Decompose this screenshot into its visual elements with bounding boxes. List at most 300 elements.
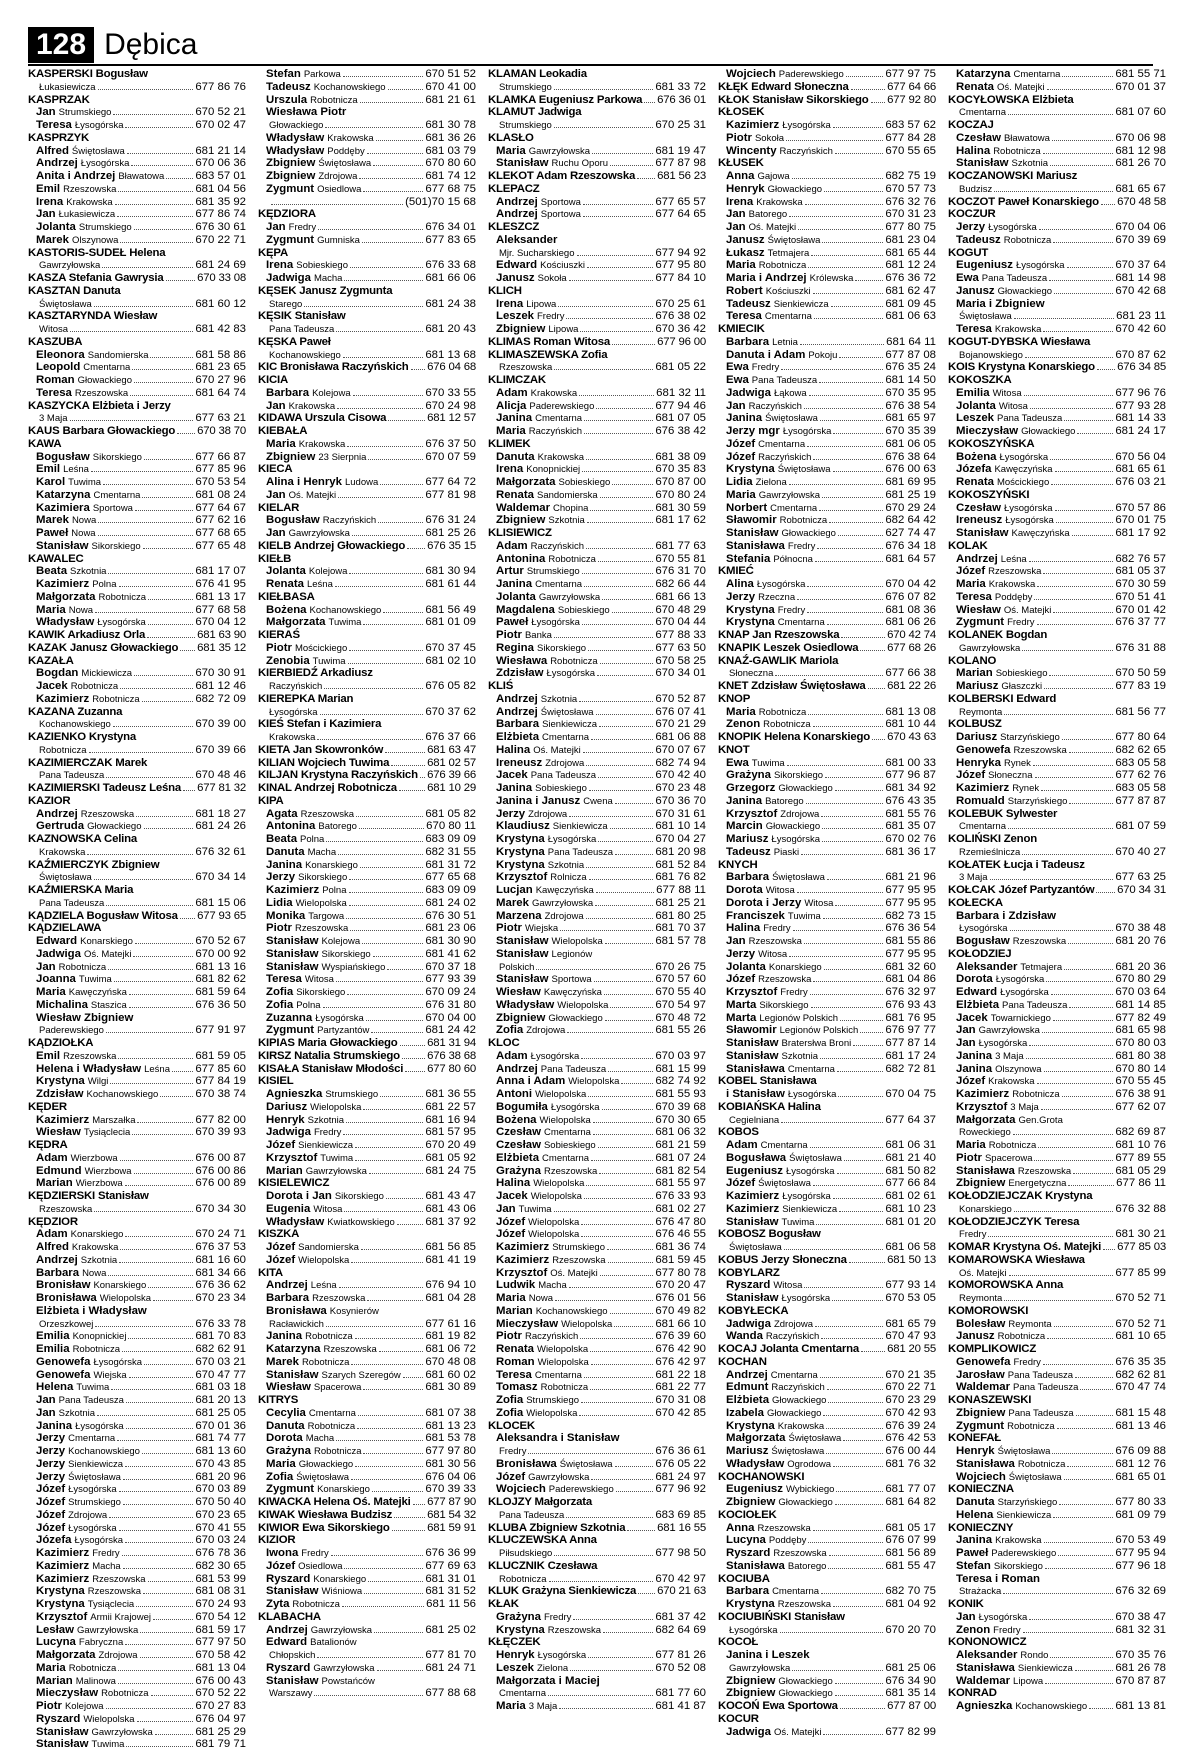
street-name: Sandomierska (298, 1242, 359, 1253)
street-name: Wielopolska (539, 1114, 591, 1126)
listing-entry (28, 693, 246, 706)
surname-heading (258, 591, 476, 604)
leader-dots (569, 273, 654, 281)
street-name: Cmentarna (68, 1433, 116, 1445)
street-name: Pana Tadeusza (1002, 999, 1068, 1011)
street-name: Rzeszowska (80, 808, 135, 820)
heading-text: KOBUS Jerzy Słoneczna (718, 1253, 847, 1266)
leader-dots (160, 1089, 193, 1097)
phone-number: 681 77 63 (655, 539, 706, 552)
street-name: Kolejowa (308, 566, 348, 578)
phone-number: 681 60 12 (195, 297, 246, 310)
listing-entry (948, 183, 1166, 196)
leader-dots (126, 1395, 193, 1403)
entry-name: Emil (36, 182, 61, 195)
heading-text: KOBYLARZ (718, 1266, 780, 1279)
phone-number: 670 34 31 (1117, 884, 1166, 896)
leader-dots (326, 1319, 423, 1327)
leader-dots (125, 1178, 194, 1186)
leader-dots (584, 1191, 653, 1199)
phone-number: 676 32 61 (195, 845, 246, 858)
listing-entry (488, 693, 706, 706)
heading-text: KOCIUBIŃSKI Stanisław (718, 1610, 845, 1623)
phone-number: 681 52 84 (655, 858, 706, 871)
leader-dots (97, 1408, 193, 1416)
listing-entry (948, 565, 1166, 578)
heading-text: KIWAK Wiesława Budzisz (258, 1508, 393, 1521)
street-name: Ludowa (344, 477, 379, 488)
heading-text: KOBEL Stanisława (718, 1075, 817, 1088)
listing-entry (718, 706, 936, 719)
phone-number: 681 76 32 (885, 1457, 936, 1470)
leader-dots (1073, 1166, 1113, 1174)
leader-dots (106, 1025, 193, 1033)
entry-name: Janina (726, 412, 763, 425)
leader-dots (344, 1561, 423, 1569)
street-name: Cmentarna (770, 502, 818, 514)
leader-dots (338, 490, 423, 498)
entry-name: Łukasz (726, 246, 765, 259)
leader-dots (584, 1370, 653, 1378)
street-name: Łysogórska (97, 617, 146, 629)
listing-entry (258, 1369, 476, 1382)
phone-number: 627 74 47 (885, 527, 936, 539)
listing-entry (488, 1114, 706, 1127)
street-name: Robotnicza (58, 961, 107, 973)
entry-name: Krystyna (36, 1598, 85, 1610)
surname-heading (258, 540, 476, 553)
listing-entry (488, 1305, 706, 1318)
listing-entry (488, 1267, 706, 1280)
surname-heading (948, 489, 1166, 502)
surname-heading (488, 1534, 706, 1547)
leader-dots (833, 1459, 883, 1467)
entry-name: Stanisław (726, 1215, 779, 1228)
phone-number: 681 53 78 (425, 1432, 476, 1445)
street-name: Towarnickiego (990, 1012, 1051, 1024)
leader-dots (344, 273, 423, 281)
entry-name: Kazimierz (36, 1113, 90, 1126)
street-name: Krakowska (530, 387, 578, 399)
leader-dots (387, 962, 423, 970)
leader-dots (367, 1293, 423, 1301)
heading-text: KMIECIK (718, 323, 765, 335)
entry-name: Stanisława (956, 1164, 1015, 1177)
street-name: Rzeszowska (543, 1165, 598, 1177)
heading-text: KNAP Jan Rzeszowska (718, 629, 840, 641)
listing-entry (28, 948, 246, 961)
phone-number: 681 12 76 (1115, 1457, 1166, 1470)
leader-dots (1014, 311, 1114, 319)
street-name: Łąkowa (773, 387, 807, 399)
listing-entry (948, 323, 1166, 336)
phone-number: 681 13 68 (425, 348, 476, 361)
listing-entry (948, 1101, 1166, 1114)
phone-number: 681 03 18 (195, 1381, 246, 1394)
listing-entry (488, 1687, 706, 1700)
phone-number: 681 31 52 (425, 1585, 476, 1598)
street-name: Łysogórska (959, 923, 1008, 935)
leader-dots (363, 1382, 423, 1390)
surname-heading (948, 208, 1166, 221)
leader-dots (1008, 107, 1113, 115)
leader-dots (835, 1688, 884, 1696)
listing-entry (28, 374, 246, 387)
listing-entry (28, 1662, 246, 1675)
entry-name: Stanisław (266, 960, 319, 973)
phone-number: 681 59 91 (427, 1521, 476, 1534)
leader-dots (555, 1293, 653, 1301)
street-name: Szkotnia (307, 1114, 345, 1126)
phone-number: 681 20 55 (887, 1343, 936, 1355)
entry-name: Renata (266, 578, 304, 590)
entry-name: Wojciech (496, 1483, 546, 1496)
leader-dots (1045, 1561, 1113, 1569)
street-name: Robotnicza (548, 553, 596, 565)
leader-dots (70, 324, 193, 332)
listing-entry (488, 1471, 706, 1484)
listing-entry (488, 540, 706, 553)
leader-dots (872, 732, 885, 740)
street-name: Pana Tadeusza (981, 273, 1048, 284)
listing-entry (948, 298, 1166, 311)
heading-text: KAWALEC (28, 552, 84, 565)
phone-number: 676 04 06 (425, 1470, 476, 1483)
leader-dots (1046, 974, 1113, 982)
street-name: Lipowa (526, 298, 557, 310)
entry-name: Józef (266, 1253, 296, 1266)
leader-dots (615, 1459, 654, 1467)
leader-dots (828, 1561, 883, 1569)
leader-dots (402, 1051, 425, 1059)
street-name: Pana Tadeusza (1013, 1382, 1079, 1394)
street-name: Fredry (993, 1624, 1021, 1636)
leader-dots (359, 821, 424, 829)
phone-number: 670 54 97 (655, 998, 706, 1011)
listing-entry (948, 1330, 1166, 1343)
listing-entry (28, 196, 246, 209)
leader-dots (1043, 324, 1113, 332)
phone-number: 670 55 45 (1115, 1075, 1166, 1088)
listing-entry (28, 451, 246, 464)
leader-dots (1069, 1000, 1113, 1008)
leader-dots (775, 668, 883, 676)
street-name: Witosa (39, 324, 69, 335)
entry-name: Grażyna (266, 1445, 311, 1457)
entry-name: Barbara (726, 335, 770, 348)
entry-name: Dorota (726, 884, 763, 896)
entry-name: Jerzy (36, 1457, 66, 1470)
street-name: Strumskiego (78, 222, 132, 233)
surname-heading (258, 795, 476, 808)
surname-heading (718, 680, 936, 693)
street-name: Gawrzyłowska (528, 1471, 590, 1483)
listing-entry (718, 1369, 936, 1382)
entry-name: Karol (36, 476, 66, 488)
street-name: Sportowa (92, 502, 133, 514)
leader-dots (612, 337, 655, 345)
listing-entry (488, 642, 706, 655)
phone-number: 677 63 50 (655, 641, 706, 654)
surname-heading (488, 1585, 706, 1598)
entry-name: Jan (266, 527, 286, 539)
phone-number: 677 87 00 (887, 1700, 936, 1712)
heading-text: KOMAR Krystyna Oś. Matejki (948, 1241, 1102, 1253)
listing-entry (948, 451, 1166, 464)
entry-name: Piotr (496, 629, 522, 641)
listing-entry (718, 1063, 936, 1076)
leader-dots (826, 1446, 883, 1454)
street-name: Świętosława (540, 706, 594, 718)
street-name: Gawrzyłowska (959, 642, 1021, 654)
entry-name: Zygmunt (956, 616, 1005, 629)
listing-entry (718, 1726, 936, 1739)
entry-name: Jan (956, 1024, 976, 1037)
street-name: Wielopolska (568, 1076, 620, 1088)
listing-entry (488, 1165, 706, 1178)
listing-entry (488, 1024, 706, 1037)
listing-entry (258, 1101, 476, 1114)
leader-dots (605, 936, 654, 944)
listing-entry (718, 795, 936, 808)
leader-dots (106, 1701, 194, 1709)
entry-name: Jerzy (266, 871, 296, 884)
listing-entry (258, 1445, 476, 1458)
listing-entry (28, 540, 246, 553)
street-name: Cmentarna (535, 579, 583, 590)
listing-entry (258, 1203, 476, 1216)
entry-name: Jolanta (726, 960, 766, 973)
street-name: Banka (524, 630, 552, 641)
entry-name: Piotr (496, 922, 522, 935)
leader-dots (350, 260, 423, 268)
heading-text: KISZKA (258, 1228, 300, 1241)
street-name: Świętosława (771, 1446, 825, 1457)
listing-entry (948, 1356, 1166, 1369)
entry-name: Czesław (956, 131, 1001, 144)
listing-entry (488, 973, 706, 986)
street-name: Sikorskiego (298, 872, 348, 884)
listing-entry (28, 769, 246, 782)
phone-number: 677 66 87 (195, 450, 246, 463)
street-name: Sobieskiego (557, 604, 610, 616)
entry-name: Marcin (726, 820, 763, 833)
listing-entry (948, 502, 1166, 515)
street-name: Konarskiego (93, 1280, 147, 1292)
leader-dots (554, 630, 653, 638)
phone-number: 677 68 58 (195, 603, 246, 616)
street-name: Oś. Matejki (288, 489, 337, 501)
phone-number: 677 94 92 (655, 246, 706, 259)
listing-entry (258, 1292, 476, 1305)
street-name: Tuwima (781, 1216, 815, 1228)
listing-entry (948, 731, 1166, 744)
leader-dots (582, 617, 653, 625)
phone-number: 677 84 10 (655, 272, 706, 284)
phone-number: 682 30 65 (195, 1559, 246, 1572)
entry-name: Marek (496, 896, 529, 909)
entry-name: Wiesława (496, 654, 548, 667)
entry-name: Bożena (956, 450, 997, 463)
listing-entry (258, 1573, 476, 1586)
leader-dots (597, 668, 653, 676)
street-name: Łysogórska (1015, 260, 1065, 272)
street-name: Pana Tadeusza (58, 1395, 124, 1406)
entry-name: Marek (36, 233, 69, 246)
entry-name: Józef (36, 1508, 66, 1521)
listing-entry (948, 514, 1166, 527)
phone-number: 681 64 11 (886, 335, 936, 348)
leader-dots (94, 872, 194, 880)
street-name: Pana Tadeusza (530, 770, 597, 782)
heading-text: KOCIOŁEK (718, 1508, 777, 1521)
leader-dots (1053, 235, 1113, 243)
entry-name: Kazimierz (496, 1241, 550, 1253)
listing-entry (258, 999, 476, 1012)
listing-entry (28, 744, 246, 757)
phone-number: 681 65 61 (1115, 463, 1166, 476)
leader-dots (1050, 158, 1113, 166)
leader-dots (599, 719, 653, 727)
leader-dots (126, 1739, 193, 1747)
heading-text: KOCIUBA (718, 1572, 770, 1585)
phone-number: 681 56 85 (425, 1241, 476, 1253)
listing-entry (948, 922, 1166, 935)
entry-name: Magdalena (496, 603, 555, 616)
phone-number: 670 03 89 (195, 1483, 246, 1496)
listing-entry (718, 578, 936, 591)
leader-dots (125, 1535, 193, 1543)
phone-number: 677 83 65 (425, 233, 476, 246)
phone-number: 681 65 01 (1115, 1470, 1166, 1483)
surname-heading (718, 1267, 936, 1280)
listing-entry (718, 336, 936, 349)
phone-number: 670 04 44 (655, 616, 706, 629)
street-name: Krakowska (756, 196, 803, 208)
leader-dots (584, 579, 653, 587)
surname-heading (948, 1636, 1166, 1649)
leader-dots (134, 222, 194, 230)
entry-name: Lesław (36, 1623, 74, 1636)
entry-name: Piotr (726, 131, 752, 144)
entry-name: Janina (956, 1534, 993, 1547)
heading-text: KAŹMIERCZYK Zbigniew (28, 858, 160, 871)
phone-number: 670 03 24 (195, 1534, 246, 1547)
street-name: Wielopolska (561, 1318, 613, 1330)
phone-number: 677 87 14 (885, 1037, 936, 1049)
street-name: 3 Maja (1010, 1101, 1039, 1113)
entry-name: Jadwiga (266, 1126, 311, 1139)
phone-number: 681 06 58 (885, 1241, 936, 1253)
leader-dots (177, 426, 195, 434)
surname-heading (948, 336, 1166, 349)
listing-entry (258, 1687, 476, 1700)
surname-heading (718, 1356, 936, 1369)
listing-entry (488, 1343, 706, 1356)
listing-entry (718, 871, 936, 884)
phone-number: 676 31 70 (655, 565, 706, 578)
leader-dots (400, 1038, 426, 1046)
phone-number: 681 32 31 (1115, 1623, 1166, 1636)
phone-number: 681 22 57 (425, 1100, 476, 1113)
leader-dots (1026, 1051, 1114, 1059)
phone-number: 681 69 95 (885, 476, 936, 488)
entry-name: Teresa (496, 1368, 532, 1381)
street-name: Bojanowskiego (959, 349, 1023, 361)
heading-text: KONIECZNY (948, 1521, 1014, 1534)
listing-entry (488, 1356, 706, 1369)
listing-entry (28, 846, 246, 859)
street-name: Raczyńskich (530, 540, 584, 552)
leader-dots (349, 885, 424, 893)
leader-dots (336, 324, 423, 332)
leader-dots (860, 643, 885, 651)
street-name: Szkotnia (548, 515, 585, 527)
surname-heading (948, 1241, 1166, 1254)
phone-number: 681 30 89 (425, 1381, 476, 1394)
street-name: Głowackiego (997, 285, 1053, 297)
listing-entry (258, 1356, 476, 1369)
leader-dots (1053, 1013, 1113, 1021)
listing-entry (28, 1713, 246, 1726)
surname-heading (948, 438, 1166, 451)
entry-name: Adam (36, 1151, 68, 1164)
leader-dots (304, 299, 423, 307)
phone-number: 681 16 94 (425, 1113, 476, 1126)
listing-entry (488, 196, 706, 209)
entry-name: Teresa (726, 310, 762, 323)
listing-entry (948, 961, 1166, 974)
listing-entry (28, 1420, 246, 1433)
street-name: Leśna (306, 579, 333, 590)
heading-text: KIRSZ Natalia Strumskiego (258, 1049, 400, 1062)
leader-dots (377, 1663, 424, 1671)
listing-entry (488, 757, 706, 770)
leader-dots (593, 1127, 653, 1135)
street-name: Rzeszowska (323, 1344, 377, 1355)
street-name: Krakowska (298, 438, 346, 450)
listing-entry (488, 1662, 706, 1675)
listing-entry (28, 1624, 246, 1637)
phone-number: 676 38 64 (885, 450, 936, 463)
leader-dots (369, 1166, 423, 1174)
listing-entry (948, 1228, 1166, 1241)
leader-dots (1075, 1370, 1113, 1378)
surname-heading (28, 731, 246, 744)
leader-dots (1037, 1076, 1114, 1084)
entry-name: Zuzanna (266, 1011, 313, 1024)
leader-dots (1043, 1357, 1113, 1365)
phone-number: 676 32 97 (885, 986, 936, 998)
leader-dots (119, 1255, 193, 1263)
street-name: Sienkiewicza (996, 1509, 1052, 1521)
listing-entry (488, 259, 706, 272)
heading-text: KLOCEK (488, 1419, 535, 1432)
listing-entry (718, 833, 936, 846)
surname-heading (948, 196, 1166, 209)
entry-name: Romuald (956, 794, 1005, 807)
listing-entry (718, 1216, 936, 1229)
street-name: Szkotnia (58, 1407, 96, 1419)
leader-dots (569, 809, 653, 817)
phone-number: 670 38 48 (1115, 922, 1166, 935)
phone-number: 681 05 29 (1115, 1164, 1166, 1177)
leader-dots (324, 681, 423, 689)
leader-dots (120, 681, 193, 689)
listing-entry (258, 489, 476, 502)
listing-entry (488, 234, 706, 247)
entry-name: Lucjan (496, 884, 533, 896)
